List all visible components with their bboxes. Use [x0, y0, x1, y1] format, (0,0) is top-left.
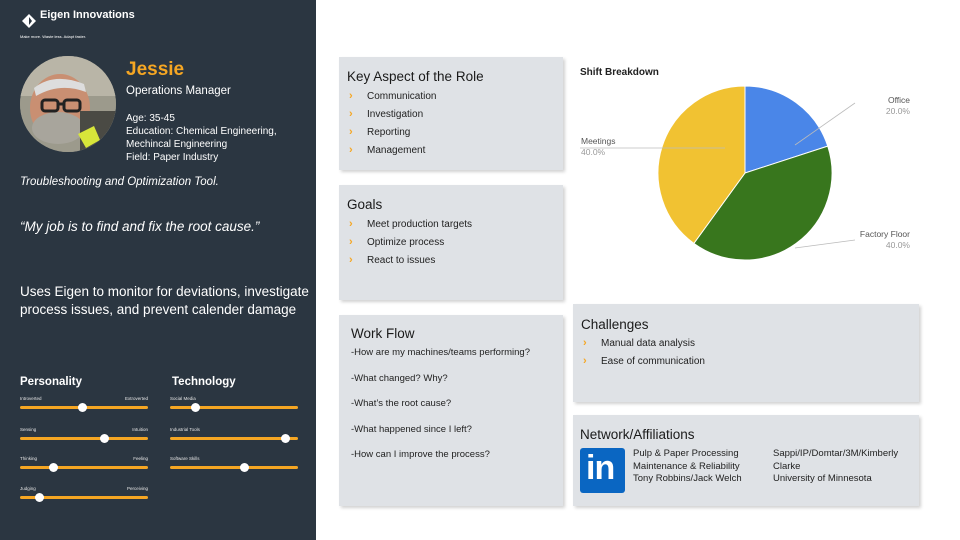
slider-knob[interactable]: [49, 463, 58, 472]
persona-uses: Uses Eigen to monitor for deviations, investigate process issues, and prevent calender damage: [20, 284, 309, 317]
chevron-right-icon: ›: [349, 236, 353, 248]
personality-slider-judging[interactable]: [20, 486, 148, 500]
network-item: Tony Robbins/Jack Welch: [633, 473, 742, 484]
list-item-label: Communication: [367, 90, 437, 102]
list-item-label: Reporting: [367, 126, 411, 138]
chevron-right-icon: ›: [349, 254, 353, 266]
slider-knob[interactable]: [281, 434, 290, 443]
slider-left-label: Thinking: [20, 456, 38, 461]
challenges-list: [583, 334, 705, 370]
avatar: [20, 56, 116, 152]
workflow-card: [339, 315, 563, 506]
list-item-label: Optimize process: [367, 236, 445, 248]
workflow-item: -How are my machines/teams performing?: [351, 347, 530, 358]
list-item: [349, 105, 436, 123]
workflow-item: -What changed? Why?: [351, 372, 448, 384]
pie-label-office: [852, 95, 910, 117]
key-aspect-list: [349, 87, 436, 159]
list-item-label: React to issues: [367, 254, 436, 266]
personality-slider-sensing[interactable]: [20, 427, 148, 441]
network-item: Sappi/IP/Domtar/3M/Kimberly: [773, 448, 899, 459]
slider-left-label: Judging: [20, 486, 36, 491]
pie-label-text: Office: [887, 95, 910, 105]
pie-label-meetings: [581, 136, 641, 158]
list-item-label: Manual data analysis: [601, 337, 695, 349]
avatar-photo: [20, 56, 116, 152]
slider-knob[interactable]: [100, 434, 109, 443]
key-aspect-card: [339, 57, 563, 170]
list-item-label: Management: [367, 144, 426, 156]
shift-breakdown-pie: [650, 80, 850, 270]
network-item: Pulp & Paper Processing: [633, 448, 739, 459]
slider-track: [170, 437, 298, 440]
brand-name: Eigen Innovations: [40, 9, 135, 21]
key-aspect-heading: Key Aspect of the Role: [347, 69, 484, 84]
persona-name: Jessie: [126, 59, 185, 80]
personality-slider-thinking[interactable]: [20, 456, 148, 470]
workflow-heading: Work Flow: [351, 326, 415, 341]
persona-tool: Troubleshooting and Optimization Tool.: [20, 176, 219, 188]
chevron-right-icon: ›: [583, 337, 587, 349]
pie-label-factory-floor: [830, 229, 910, 251]
network-item: Maintenance & Reliability: [633, 460, 740, 472]
challenges-card: [573, 304, 919, 402]
slider-left-label: Industrial Tools: [170, 427, 200, 432]
pie-label-text: Factory Floor: [859, 229, 910, 239]
list-item: [349, 141, 436, 159]
technology-slider-social-media[interactable]: [170, 396, 298, 410]
persona-facts: [126, 112, 277, 164]
slider-knob[interactable]: [191, 403, 200, 412]
workflow-item: -What’s the root cause?: [351, 398, 452, 409]
slider-left-label: Sensing: [20, 427, 37, 432]
slider-track: [170, 466, 298, 469]
chevron-right-icon: ›: [349, 218, 353, 230]
slider-right-label: Intuition: [132, 427, 148, 432]
goals-list: [349, 215, 472, 269]
persona-field: Field: Paper Industry: [126, 152, 219, 163]
slider-right-label: Perceiving: [126, 486, 148, 491]
workflow-list: [351, 347, 541, 475]
workflow-item: -What happened since I left?: [351, 423, 472, 435]
persona-panel: [0, 0, 316, 540]
slider-left-label: Introverted: [20, 396, 42, 401]
pie-label-pct: 40.0%: [885, 240, 910, 250]
slider-track: [20, 437, 148, 440]
list-item: [349, 87, 436, 105]
personality-heading: Personality: [20, 376, 82, 388]
list-item: [349, 251, 472, 269]
chevron-right-icon: ›: [583, 355, 587, 367]
chevron-right-icon: ›: [349, 126, 353, 138]
pie-label-text: Meetings: [581, 136, 616, 146]
chevron-right-icon: ›: [349, 90, 353, 102]
slider-knob[interactable]: [240, 463, 249, 472]
technology-slider-software-skills[interactable]: [170, 456, 298, 470]
list-item-label: Ease of communication: [601, 355, 705, 367]
list-item: [583, 352, 705, 370]
persona-quote: “My job is to find and fix the root cause.”: [20, 219, 260, 234]
slider-right-label: Feeling: [133, 456, 148, 461]
goals-card: [339, 185, 563, 300]
pie-label-pct: 20.0%: [885, 106, 910, 116]
technology-slider-industrial-tools[interactable]: [170, 427, 298, 441]
list-item-label: Investigation: [367, 108, 424, 120]
list-item: [349, 215, 472, 233]
persona-education-cont: Mechincal Engineering: [126, 139, 228, 150]
chart-title: Shift Breakdown: [580, 67, 659, 78]
list-item: [349, 123, 436, 141]
persona-education: Education: Chemical Engineering,: [126, 126, 277, 137]
personality-slider-introversion[interactable]: [20, 396, 148, 410]
slider-track: [170, 406, 298, 409]
list-item: [583, 334, 705, 352]
chevron-right-icon: ›: [349, 108, 353, 120]
slider-right-label: Extroverted: [124, 396, 148, 401]
persona-title: Operations Manager: [126, 85, 231, 97]
eigen-logo-icon: [20, 12, 38, 30]
list-item: [349, 233, 472, 251]
linkedin-icon[interactable]: in: [580, 448, 625, 493]
workflow-item: -How can I improve the process?: [351, 449, 490, 460]
goals-heading: Goals: [347, 197, 383, 212]
chevron-right-icon: ›: [349, 144, 353, 156]
slider-knob[interactable]: [35, 493, 44, 502]
list-item-label: Meet production targets: [367, 218, 473, 230]
slider-knob[interactable]: [78, 403, 87, 412]
technology-heading: Technology: [172, 376, 236, 388]
network-col-1: [633, 448, 742, 486]
network-item: Clarke: [773, 460, 801, 472]
slider-track: [20, 466, 148, 469]
network-heading: Network/Affiliations: [580, 427, 695, 442]
slider-left-label: Social Media: [170, 396, 196, 401]
network-item: University of Minnesota: [773, 473, 872, 484]
slider-left-label: Software Skills: [170, 456, 200, 461]
brand-tagline: Make more. Waste less. Adapt faster.: [20, 34, 87, 39]
network-col-2: [773, 448, 898, 486]
persona-age: Age: 35-45: [126, 113, 175, 124]
pie-label-pct: 40.0%: [581, 147, 606, 157]
challenges-heading: Challenges: [581, 317, 649, 332]
